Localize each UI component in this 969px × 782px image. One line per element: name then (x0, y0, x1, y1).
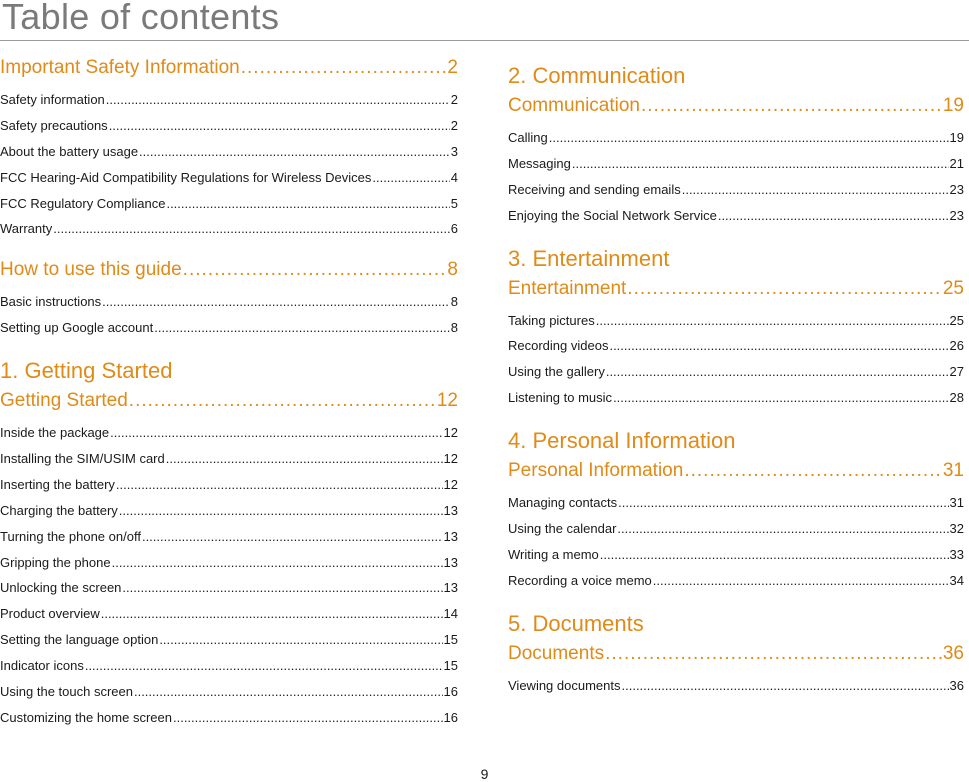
leader-dots (641, 92, 942, 120)
entry-title: Safety precautions (0, 117, 108, 133)
toc-entry[interactable] (0, 420, 458, 446)
toc-entry[interactable] (0, 705, 458, 731)
entry-title: Calling (508, 130, 548, 145)
toc-entry[interactable] (508, 177, 964, 203)
toc-entry[interactable] (0, 679, 458, 705)
toc-entry[interactable] (0, 653, 458, 679)
leader-dots (241, 54, 447, 82)
section-title: Important Safety Information (0, 57, 240, 78)
section-title: Personal Information (508, 460, 684, 482)
toc-entry[interactable] (0, 216, 458, 242)
entry-title: Gripping the phone (0, 554, 111, 570)
leader-dots (653, 568, 949, 594)
toc-entry[interactable] (508, 203, 964, 229)
leader-dots (116, 472, 443, 498)
chapter-heading: 3. Entertainment (508, 245, 670, 271)
leader-dots (106, 87, 450, 113)
leader-dots (112, 550, 443, 576)
section-title: Documents (508, 642, 605, 664)
toc-entry[interactable] (0, 315, 458, 341)
entry-title: Setting up Google account (0, 320, 154, 336)
entry-page: 28 (949, 390, 964, 406)
entry-title: Charging the battery (0, 502, 118, 518)
leader-dots (119, 498, 443, 524)
entry-page: 8 (450, 320, 458, 336)
entry-title: Enjoying the Social Network Service (508, 207, 717, 223)
entry-page: 23 (949, 207, 964, 223)
entry-title: Safety information (0, 92, 105, 107)
chapter-heading: 4. Personal Information (508, 428, 736, 454)
section-title: Getting Started (0, 390, 128, 412)
entry-title: Using the gallery (508, 364, 605, 380)
toc-entry[interactable] (508, 308, 964, 334)
toc-entry[interactable] (508, 568, 964, 594)
section-page: 36 (942, 642, 964, 664)
entry-page: 26 (949, 338, 964, 354)
leader-dots (154, 315, 450, 341)
leader-dots (618, 490, 948, 516)
entry-title: Messaging (508, 155, 571, 171)
entry-title: Listening to music (508, 390, 613, 406)
section-page: 2 (447, 57, 458, 78)
leader-dots (718, 203, 949, 229)
toc-entry[interactable] (0, 498, 458, 524)
entry-page: 13 (443, 554, 458, 570)
toc-group (0, 54, 458, 242)
leader-dots (173, 705, 443, 731)
leader-dots (102, 289, 450, 315)
leader-dots (605, 640, 942, 668)
entry-page: 4 (450, 169, 458, 185)
entry-title: Customizing the home screen (0, 709, 172, 725)
entry-page: 21 (949, 155, 964, 171)
entry-title: Unlocking the screen (0, 580, 122, 596)
toc-left-column (0, 54, 458, 745)
toc-entry[interactable] (508, 125, 964, 151)
section-link[interactable] (508, 92, 964, 120)
toc-entry[interactable] (508, 385, 964, 411)
leader-dots (53, 216, 450, 242)
toc-entry[interactable] (0, 550, 458, 576)
leader-dots (549, 125, 949, 151)
toc-entry[interactable] (0, 289, 458, 315)
entry-page: 12 (443, 451, 458, 467)
toc-entry[interactable] (508, 673, 964, 699)
toc-entry[interactable] (0, 627, 458, 653)
section-page: 19 (942, 95, 964, 116)
toc-entry[interactable] (0, 524, 458, 550)
leader-dots (596, 308, 949, 334)
entry-title: Writing a memo (508, 546, 599, 562)
toc-group (508, 425, 964, 594)
toc-group (508, 243, 964, 412)
entry-page: 36 (949, 677, 964, 693)
toc-entry[interactable] (508, 516, 964, 542)
leader-dots (142, 524, 443, 550)
entry-title: Viewing documents (508, 677, 621, 693)
entry-title: Recording videos (508, 338, 609, 354)
entry-title: Basic instructions (0, 294, 102, 310)
toc-right-column (508, 54, 964, 713)
page-number: 9 (480, 766, 489, 782)
leader-dots (622, 673, 949, 699)
entry-title: Product overview (0, 606, 100, 622)
entry-page: 13 (443, 580, 458, 596)
entry-page: 6 (450, 221, 458, 237)
leader-dots (627, 275, 942, 303)
entry-title: Turning the phone on/off (0, 528, 141, 544)
toc-entry[interactable] (0, 113, 458, 139)
entry-title: Inside the package (0, 425, 110, 441)
leader-dots (166, 191, 449, 217)
entry-page: 25 (949, 312, 964, 328)
leader-dots (613, 385, 948, 411)
chapter-heading: 2. Communication (508, 63, 686, 88)
entry-title: Managing contacts (508, 495, 618, 511)
section-link[interactable] (508, 640, 964, 668)
entry-title: Indicator icons (0, 658, 84, 674)
leader-dots (617, 516, 948, 542)
toc-group (0, 256, 458, 341)
entry-title: Inserting the battery (0, 476, 115, 492)
toc-entry[interactable] (508, 359, 964, 385)
leader-dots (139, 139, 450, 165)
entry-page: 8 (450, 294, 458, 310)
toc-entry[interactable] (0, 87, 458, 113)
leader-dots (110, 420, 442, 446)
entry-page: 32 (949, 521, 964, 537)
entry-page: 3 (450, 143, 458, 159)
entry-page: 34 (949, 572, 964, 588)
section-page: 25 (942, 277, 964, 299)
entry-page: 19 (949, 130, 964, 145)
toc-entry[interactable] (0, 165, 458, 191)
section-link[interactable] (0, 387, 458, 415)
entry-page: 31 (949, 495, 964, 511)
leader-dots (183, 256, 447, 284)
leader-dots (166, 446, 443, 472)
leader-dots (109, 113, 450, 139)
entry-page: 23 (949, 181, 964, 197)
entry-title: FCC Hearing-Aid Compatibility Regulations for Wireless Devices (0, 169, 372, 185)
entry-title: Taking pictures (508, 312, 595, 328)
toc-group (0, 355, 458, 731)
toc-entry[interactable] (0, 575, 458, 601)
entry-page: 12 (443, 476, 458, 492)
entry-page: 14 (443, 606, 458, 622)
section-page: 31 (942, 460, 964, 482)
page-title: Table of contents (2, 0, 280, 37)
entry-title: About the battery usage (0, 143, 139, 159)
chapter-heading: 5. Documents (508, 610, 644, 636)
entry-title: Recording a voice memo (508, 572, 652, 588)
entry-title: Using the touch screen (0, 684, 133, 700)
section-link[interactable] (508, 457, 964, 485)
entry-title: Installing the SIM/USIM card (0, 451, 165, 467)
entry-page: 13 (443, 528, 458, 544)
toc-entry[interactable] (0, 601, 458, 627)
leader-dots (606, 359, 949, 385)
leader-dots (572, 151, 949, 177)
leader-dots (159, 627, 442, 653)
section-title: How to use this guide (0, 259, 182, 281)
title-divider (0, 40, 969, 41)
leader-dots (101, 601, 443, 627)
toc-entry[interactable] (508, 490, 964, 516)
leader-dots (372, 165, 449, 191)
section-page: 12 (436, 390, 458, 412)
entry-page: 12 (443, 425, 458, 441)
entry-title: Warranty (0, 221, 53, 237)
toc-entry[interactable] (508, 333, 964, 359)
entry-page: 16 (443, 684, 458, 700)
entry-page: 2 (450, 117, 458, 133)
section-link[interactable] (0, 54, 458, 82)
section-title: Communication (508, 95, 640, 116)
entry-page: 16 (443, 709, 458, 725)
leader-dots (609, 333, 948, 359)
entry-page: 33 (949, 546, 964, 562)
chapter-heading: 1. Getting Started (0, 358, 173, 384)
leader-dots (600, 542, 949, 568)
section-title: Entertainment (508, 277, 627, 299)
toc-group (508, 60, 964, 229)
section-link[interactable] (0, 256, 458, 284)
leader-dots (122, 575, 442, 601)
entry-title: Receiving and sending emails (508, 181, 681, 197)
entry-page: 27 (949, 364, 964, 380)
entry-title: Using the calendar (508, 521, 617, 537)
entry-title: Setting the language option (0, 632, 159, 648)
entry-page: 2 (450, 92, 458, 107)
entry-title: FCC Regulatory Compliance (0, 195, 166, 211)
toc-entry[interactable] (508, 542, 964, 568)
leader-dots (129, 387, 436, 415)
toc-entry[interactable] (0, 139, 458, 165)
toc-group (508, 608, 964, 699)
leader-dots (134, 679, 443, 705)
entry-page: 5 (450, 195, 458, 211)
toc-entry[interactable] (0, 191, 458, 217)
toc-entry[interactable] (0, 472, 458, 498)
leader-dots (684, 457, 942, 485)
section-page: 8 (447, 259, 458, 281)
section-link[interactable] (508, 275, 964, 303)
entry-page: 15 (443, 632, 458, 648)
leader-dots (682, 177, 949, 203)
leader-dots (85, 653, 443, 679)
toc-entry[interactable] (508, 151, 964, 177)
toc-entry[interactable] (0, 446, 458, 472)
entry-page: 15 (443, 658, 458, 674)
entry-page: 13 (443, 502, 458, 518)
